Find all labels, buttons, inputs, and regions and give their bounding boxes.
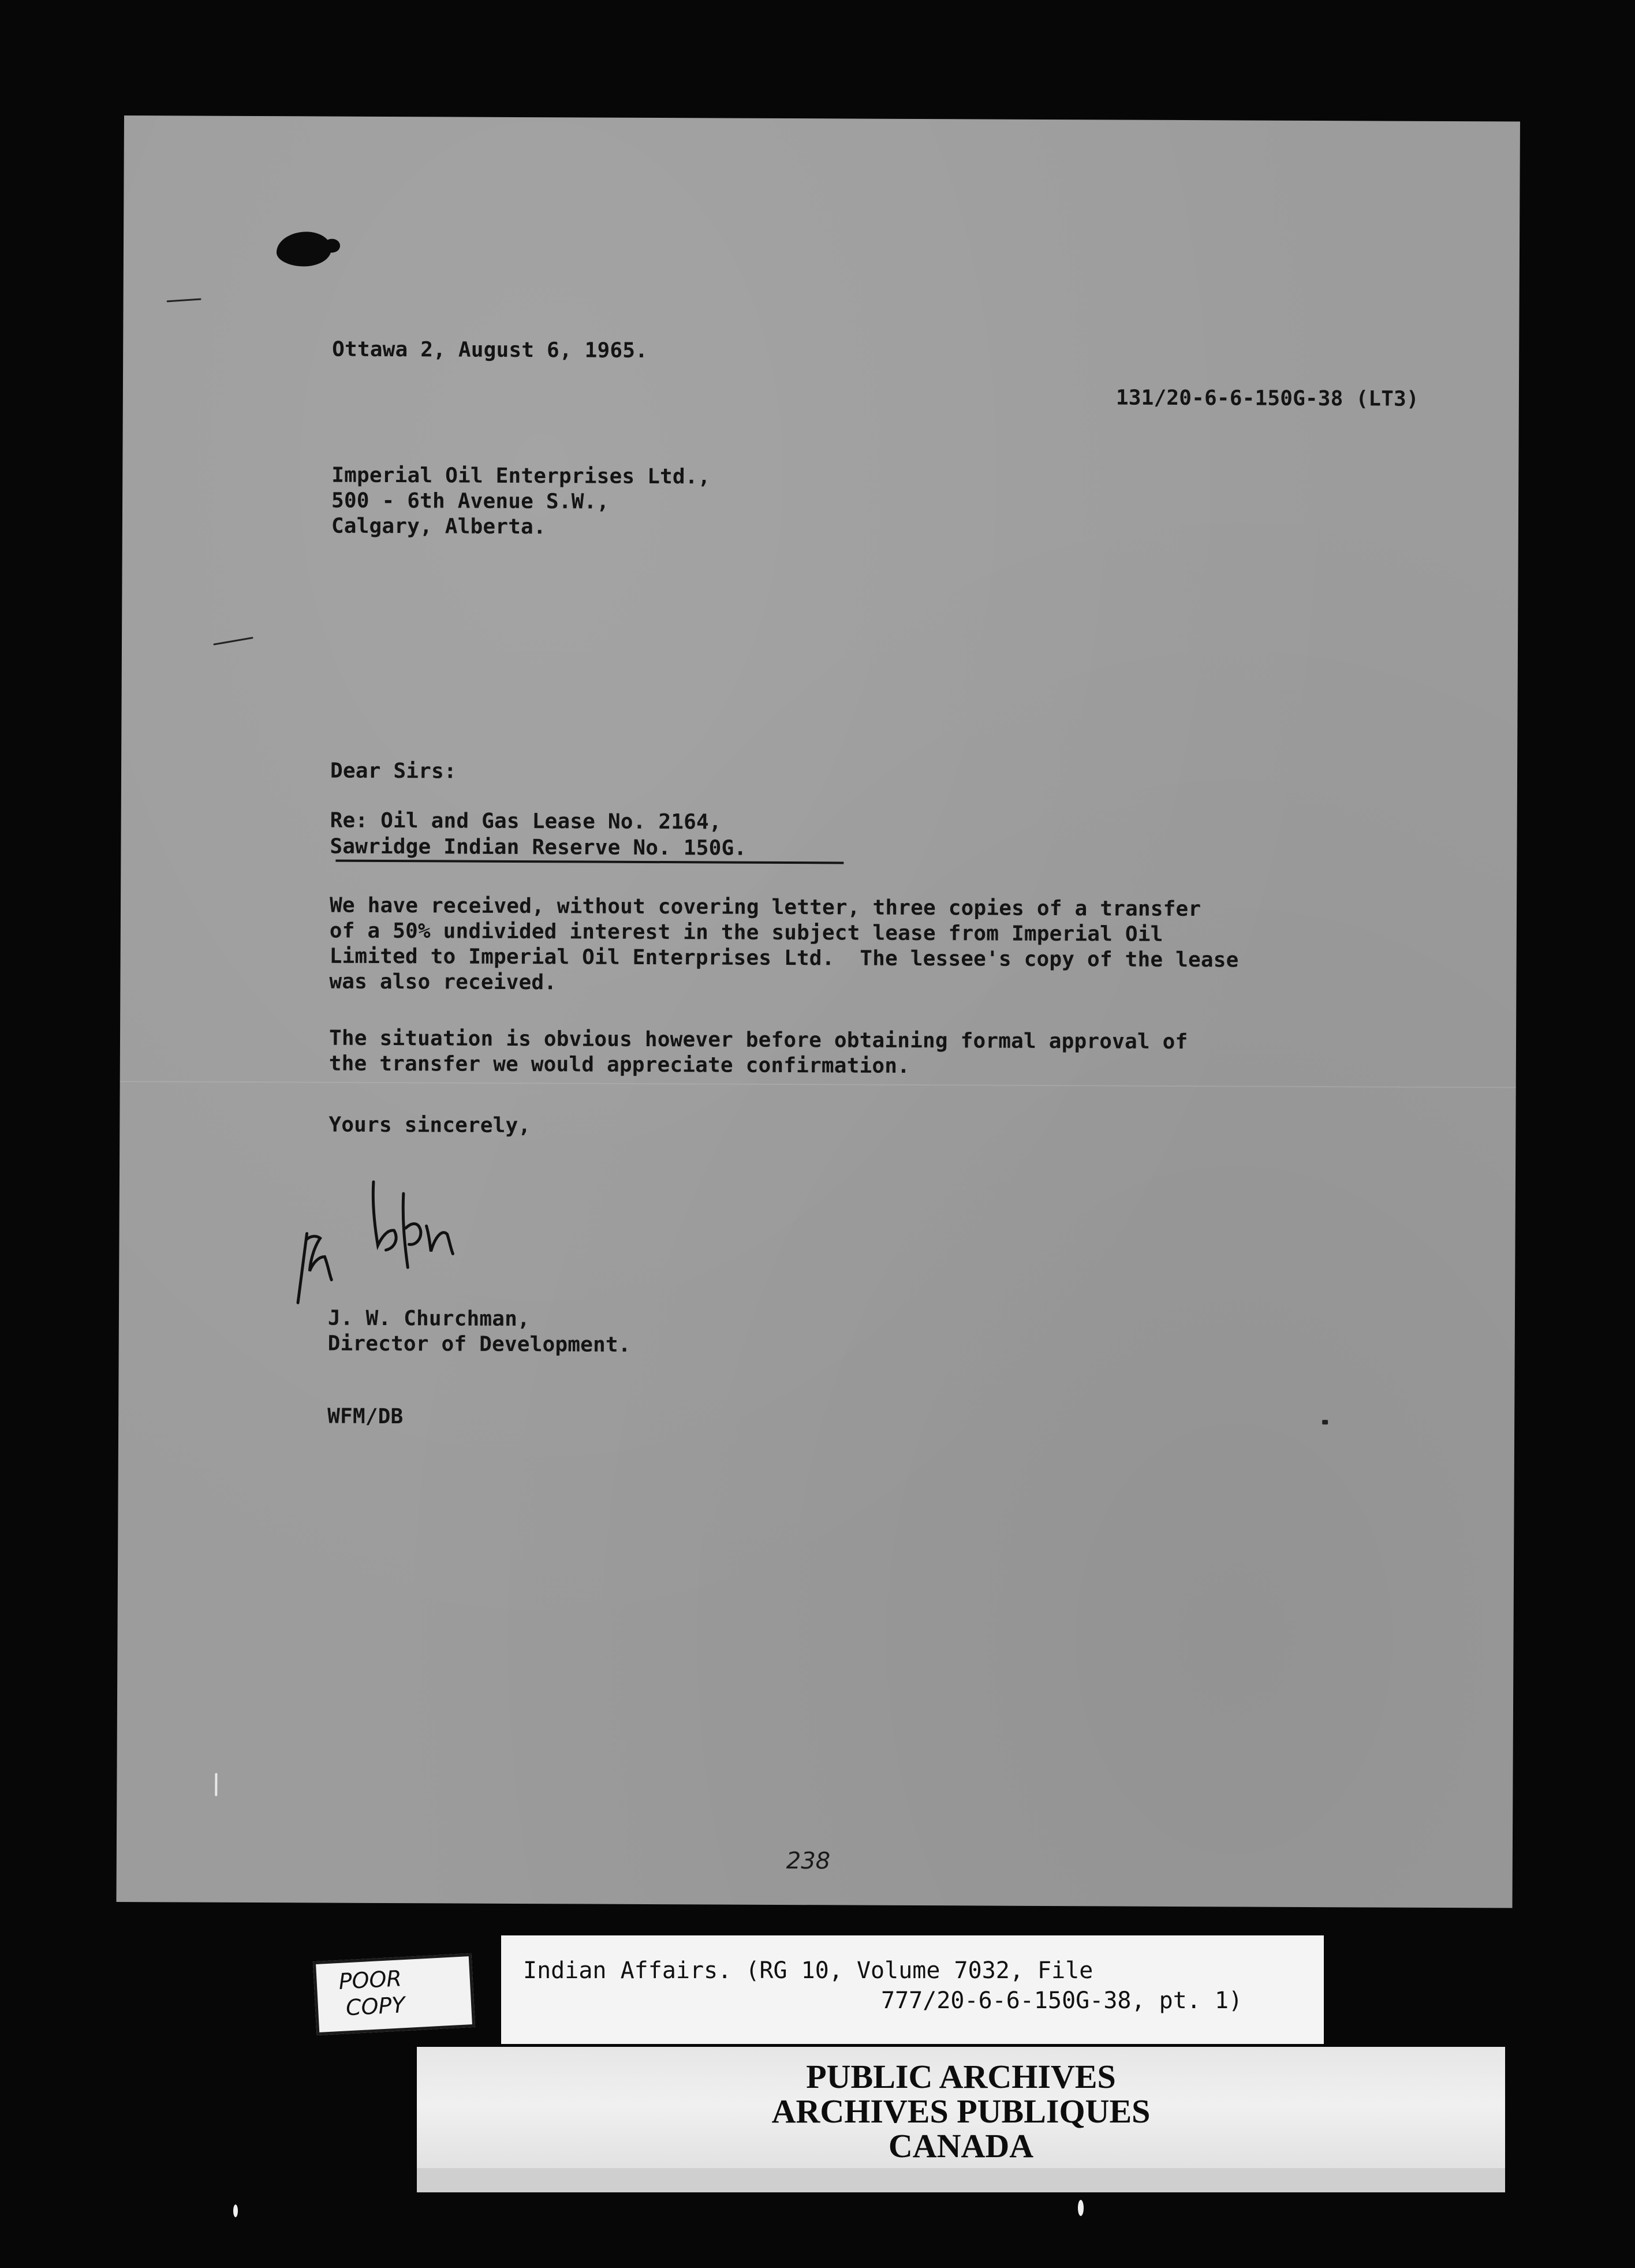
body-line: of a 50% undivided interest in the subject lease from Imperial Oil	[329, 919, 1163, 946]
recipient-line: Imperial Oil Enterprises Ltd.,	[331, 463, 711, 489]
film-speck	[233, 2204, 238, 2217]
salutation: Dear Sirs:	[330, 759, 457, 784]
subject-underline	[335, 860, 843, 864]
archive-name-english: PUBLIC ARCHIVES	[806, 2058, 1116, 2095]
margin-mark	[213, 637, 253, 646]
signatory-title: Director of Development.	[327, 1331, 631, 1357]
typist-initials: WFM/DB	[327, 1404, 404, 1429]
page-number: 238	[786, 1848, 831, 1875]
closing: Yours sincerely,	[329, 1113, 531, 1138]
date-line: Ottawa 2, August 6, 1965.	[332, 337, 648, 363]
body-line: the transfer we would appreciate confirmation.	[329, 1051, 910, 1078]
body-line: We have received, without covering letter, three copies of a transfer	[329, 893, 1201, 922]
body-line: Limited to Imperial Oil Enterprises Ltd. The lessee's copy of the lease	[329, 944, 1239, 972]
ink-blot	[277, 232, 331, 266]
margin-mark	[167, 298, 201, 302]
film-speck	[1078, 2200, 1084, 2216]
poor-copy-label	[313, 1953, 475, 2035]
handwritten-signature	[275, 1170, 472, 1320]
source-reference-label	[501, 1935, 1324, 2044]
archive-stamp	[417, 2047, 1505, 2192]
recipient-line: Calgary, Alberta.	[331, 514, 546, 539]
poor-copy-line: POOR	[338, 1965, 402, 1994]
source-reference-line: 777/20-6-6-150G-38, pt. 1)	[881, 1987, 1243, 2014]
source-reference-line: Indian Affairs. (RG 10, Volume 7032, File	[523, 1957, 1093, 1984]
body-line: was also received.	[329, 969, 557, 995]
subject-line-2: Sawridge Indian Reserve No. 150G.	[330, 834, 747, 860]
archive-name-french: ARCHIVES PUBLIQUES	[771, 2092, 1151, 2130]
body-line: The situation is obvious however before obtaining formal approval of	[329, 1026, 1188, 1054]
archive-country: CANADA	[888, 2127, 1034, 2165]
letter-sheet	[116, 115, 1520, 1908]
recipient-line: 500 - 6th Avenue S.W.,	[331, 488, 610, 514]
margin-dot	[1322, 1420, 1328, 1424]
subject-line-1: Re: Oil and Gas Lease No. 2164,	[330, 808, 722, 834]
margin-mark	[215, 1773, 217, 1796]
signatory-name: J. W. Churchman,	[327, 1306, 530, 1331]
file-reference: 131/20-6-6-150G-38 (LT3)	[1115, 386, 1419, 411]
poor-copy-line: COPY	[345, 1992, 406, 2021]
